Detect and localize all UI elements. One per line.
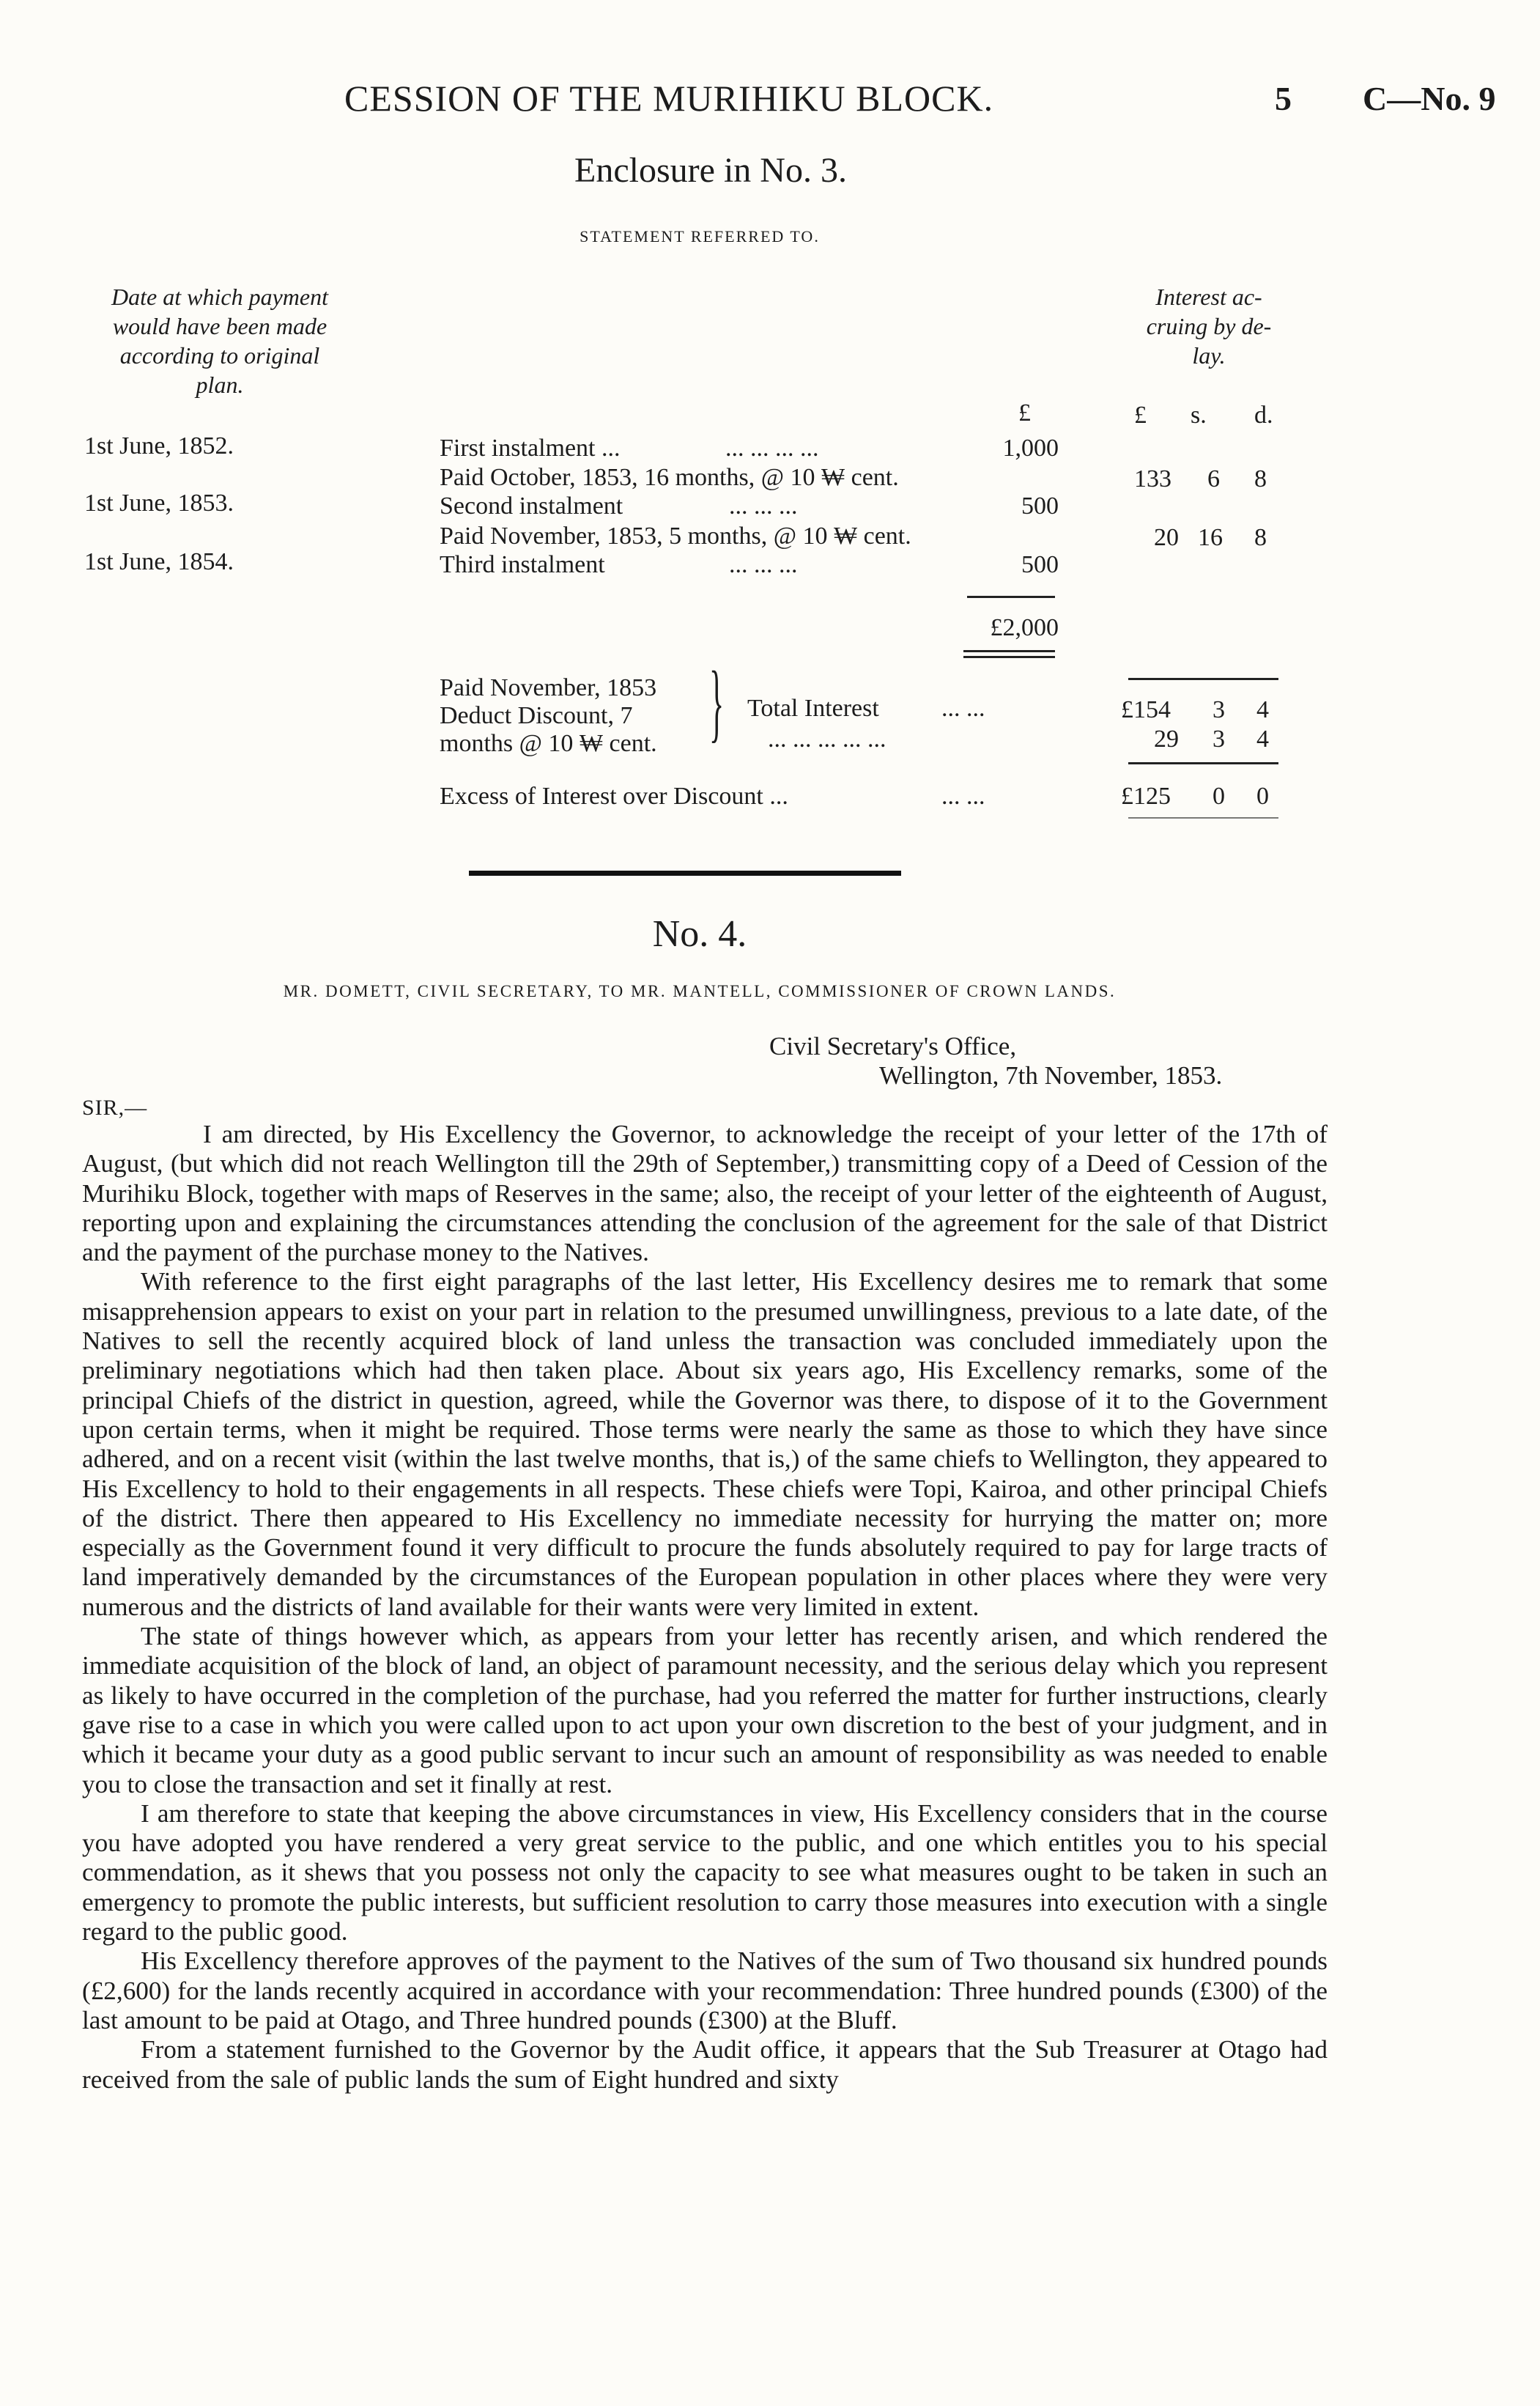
dot-leader: ... ... ... bbox=[729, 492, 798, 520]
date-row-2: 1st June, 1853. bbox=[84, 490, 234, 517]
total-double-rule-top bbox=[963, 650, 1055, 652]
paragraph-1: I am directed, by His Excellency the Governor, to acknowledge the receipt of your letter of the 17th of August, (but which did not reach Wellington till the 29th of September,) transmitting copy of a Deed of Cession of the Murihiku Block, together with maps of Reserves in the same; also, the receipt of your letter of the eighteenth of August, reporting upon and explaining the circumstances attending the conclusion of the agreement for the sale of that District and the payment of the purchase money to the Natives. bbox=[82, 1120, 1328, 1267]
enclosure-title: Enclosure in No. 3. bbox=[574, 151, 847, 190]
paragraph-6: From a statement furnished to the Governor by the Audit office, it appears that the Sub Treasurer at Otago had received from the sale of public lands the sum of Eight hundred and sixty bbox=[82, 2035, 1328, 2094]
paragraph-3: The state of things however which, as appears from your letter has recently arisen, and which rendered the immediate acquisition of the block of land, an object of paramount necessity, and the serious delay which you represent as likely to have occurred in the completion of the purchase, had you referred the matter for further instructions, clearly gave rise to a case in which you were called upon to act upon your own discretion to the best of your judgment, and in which it became your duty as a good public servant to incur such an amount of responsibility as was needed to enable you to close the transaction and set it finally at rest. bbox=[82, 1622, 1328, 1798]
total-interest-pounds: £154 bbox=[1121, 696, 1171, 723]
excess-label: Excess of Interest over Discount ... bbox=[440, 783, 788, 810]
paragraph-4: I am therefore to state that keeping the above circumstances in view, His Excellency considers that in the course you have adopted you have rendered a very great service to the public, and one which entitles you to his special commendation, as it shews that you possess not only the capacity to see what measures ought to be taken in such an emergency to promote the public interests, but sufficient resolution to carry those measures into execution with a single regard to the public good. bbox=[82, 1798, 1328, 1946]
instalment-amount-3: 500 bbox=[1021, 551, 1059, 578]
discount-pounds: 29 bbox=[1154, 726, 1179, 753]
letter-heading: MR. DOMETT, CIVIL SECRETARY, TO MR. MANTELL, COMMISSIONER OF CROWN LANDS. bbox=[283, 982, 1117, 1000]
instalment-amount-2: 500 bbox=[1021, 492, 1059, 520]
sum-rule bbox=[967, 596, 1055, 598]
instalment-label-2: Second instalment bbox=[440, 492, 623, 520]
interest-pence-1: 8 bbox=[1254, 465, 1267, 492]
paragraph-2: With reference to the first eight paragraphs of the last letter, His Excellency desires me to remark that some misapprehension appears to exist on your part in relation to the presumed unwillingness, previous to a late date, of the Natives to sell the recently acquired block of land unless the transaction was concluded immediately upon the preliminary negotiations which had then taken place. About six years ago, His Excellency remarks, some of the principal Chiefs of the district in question, agreed, while the Governor was there, to dispose of it to the Government upon certain terms, when it might be required. Those terms were nearly the same as those to which they have since adhered, and on a recent visit (within the last twelve months, that is,) of the same chiefs to Wellington, they appeared to His Excellency to hold to their engagements in all respects. These chiefs were Topi, Kairoa, and other principal Chiefs of the district. There then appeared to His Excellency no immediate necessity for hurrying the matter on; more especially as the Government found it very difficult to procure the funds absolutely required to pay for large tracts of land imperatively demanded by the circumstances of the European population in other places where they were very numerous and the districts of land available for their wants were very limited in extent. bbox=[82, 1267, 1328, 1621]
payment-detail-1: Paid October, 1853, 16 months, @ 10 ₩ cent. bbox=[440, 464, 899, 491]
excess-rule bbox=[1128, 762, 1278, 764]
sender-office: Civil Secretary's Office, bbox=[769, 1032, 1017, 1060]
letter-number: No. 4. bbox=[652, 913, 747, 955]
paragraph-5: His Excellency therefore approves of the payment to the Natives of the sum of Two thousand six hundred pounds (£2,600) for the lands recently acquired in accordance with your recommendation: Three hundred pounds (£300) of the last amount to be paid at Otago, and Three hundred pounds (£300) at the Bluff. bbox=[82, 1946, 1328, 2034]
instalment-label-1: First instalment ... bbox=[440, 435, 621, 462]
date-row-1: 1st June, 1852. bbox=[84, 432, 234, 460]
instalment-label-3: Third instalment bbox=[440, 551, 605, 578]
dot-leader: ... ... ... bbox=[729, 551, 798, 578]
section-divider bbox=[469, 871, 901, 876]
excess-pounds: £125 bbox=[1121, 783, 1171, 810]
excess-shillings: 0 bbox=[1213, 783, 1225, 810]
discount-shillings: 3 bbox=[1213, 726, 1225, 753]
interest-shillings-2: 16 bbox=[1198, 524, 1223, 551]
total-amount: £2,000 bbox=[990, 614, 1059, 641]
letter-body bbox=[82, 1120, 1328, 2095]
discount-pence: 4 bbox=[1256, 726, 1269, 753]
interest-sum-rule bbox=[1128, 678, 1278, 680]
payment-detail-2: Paid November, 1853, 5 months, @ 10 ₩ cent. bbox=[440, 523, 911, 550]
interest-pence-2: 8 bbox=[1254, 524, 1267, 551]
discount-description: Paid November, 1853 Deduct Discount, 7 months @ 10 ₩ cent. bbox=[440, 674, 657, 757]
total-double-rule-bottom bbox=[963, 656, 1055, 658]
statement-label: STATEMENT REFERRED TO. bbox=[580, 227, 820, 246]
page-header-title: CESSION OF THE MURIHIKU BLOCK. bbox=[344, 78, 994, 119]
document-code: C—No. 9 bbox=[1363, 80, 1496, 117]
date-column-heading: Date at which payment would have been made according to original plan. bbox=[111, 284, 328, 398]
dot-leader: ... ... bbox=[941, 695, 985, 722]
salutation: SIR,— bbox=[82, 1096, 148, 1120]
dot-leader: ... ... ... ... bbox=[725, 435, 819, 462]
interest-unit-pounds: £ bbox=[1134, 402, 1147, 429]
dot-leader: ... ... bbox=[941, 783, 985, 810]
interest-shillings-1: 6 bbox=[1207, 465, 1220, 492]
interest-pounds-1: 133 bbox=[1134, 465, 1171, 492]
total-interest-pence: 4 bbox=[1256, 696, 1269, 723]
interest-column-heading: Interest ac- cruing by de- lay. bbox=[1146, 284, 1272, 369]
letter-date: Wellington, 7th November, 1853. bbox=[879, 1061, 1223, 1090]
date-row-3: 1st June, 1854. bbox=[84, 548, 234, 575]
interest-unit-pence: d. bbox=[1254, 402, 1273, 429]
right-brace: } bbox=[709, 653, 725, 750]
interest-unit-shillings: s. bbox=[1191, 402, 1207, 429]
excess-pence: 0 bbox=[1256, 783, 1269, 810]
excess-underline bbox=[1128, 817, 1278, 819]
amount-unit: £ bbox=[1018, 399, 1031, 427]
dot-leader: ... ... ... ... ... bbox=[768, 726, 886, 753]
page-number: 5 bbox=[1275, 80, 1292, 117]
total-interest-label: Total Interest bbox=[747, 695, 879, 722]
instalment-amount-1: 1,000 bbox=[1002, 435, 1059, 462]
interest-pounds-2: 20 bbox=[1154, 524, 1179, 551]
total-interest-shillings: 3 bbox=[1213, 696, 1225, 723]
